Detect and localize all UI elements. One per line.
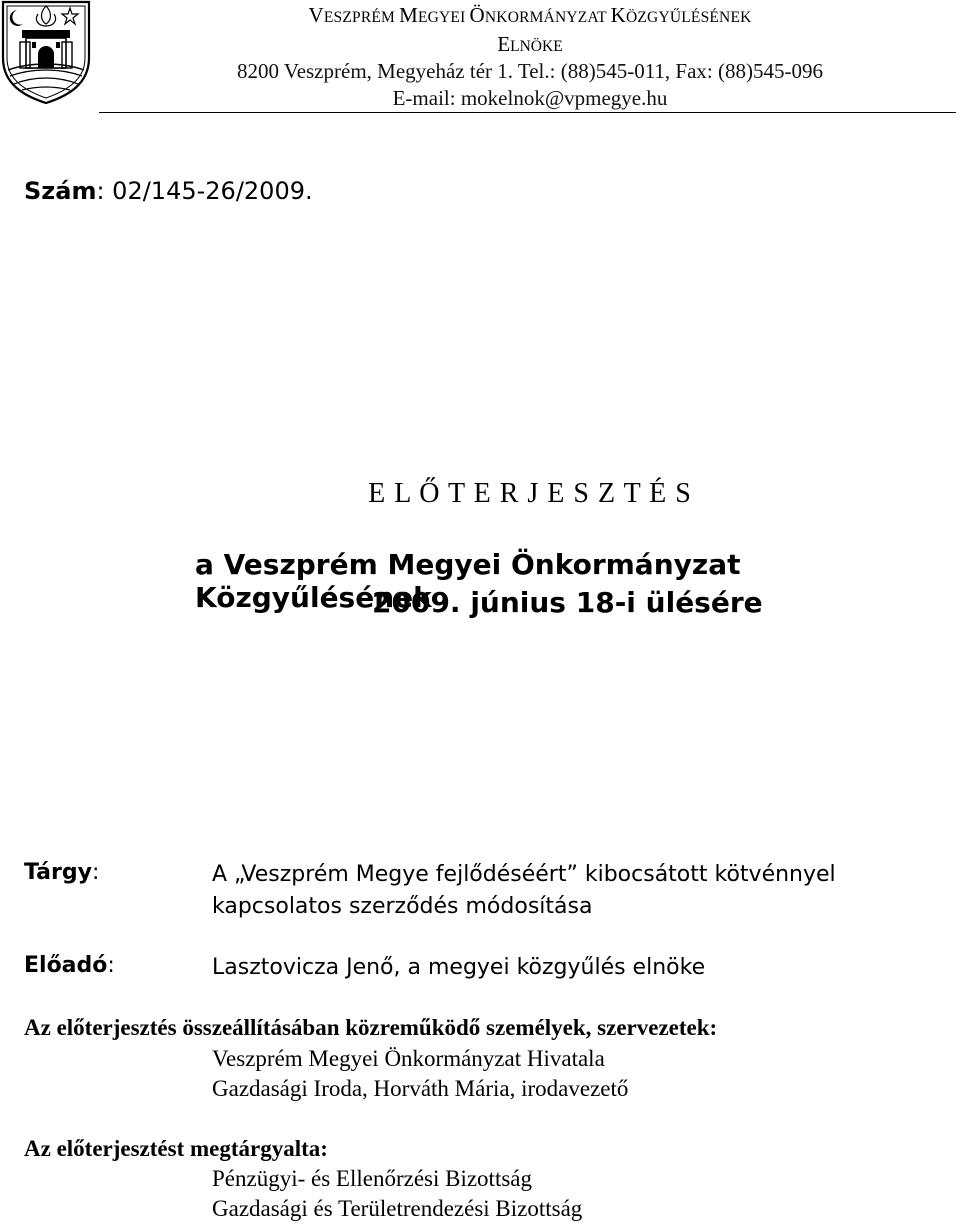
reference-label: Szám	[24, 177, 97, 205]
reviewer-line: Pénzügyi- és Ellenőrzési Bizottság	[212, 1166, 533, 1191]
presenter-value: Lasztovicza Jenő, a megyei közgyűlés elnöke	[212, 955, 706, 980]
document-title: E L Ő T E R J E S Z T É S	[368, 478, 692, 509]
letterhead-address: 8200 Veszprém, Megyeház tér 1. Tel.: (88)545-011, Fax: (88)545-096	[236, 59, 823, 83]
reference-value: : 02/145-26/2009.	[96, 177, 313, 205]
subject-label: Tárgy:	[24, 860, 100, 885]
letterhead-divider	[99, 112, 956, 113]
subject-line-2: kapcsolatos szerződés módosítása	[212, 894, 593, 919]
document-subtitle-line1: a Veszprém Megyei Önkormányzat Közgyűlésének	[195, 548, 741, 614]
subject-line-1: A „Veszprém Megye fejlődéséért” kibocsátott kötvénnyel	[212, 862, 836, 887]
contributor-line: Gazdasági Iroda, Horváth Mária, irodavezető	[212, 1076, 629, 1101]
contributors-heading: Az előterjesztés összeállításában közreműködő személyek, szervezetek:	[24, 1015, 718, 1040]
letterhead-title: VESZPRÉM MEGYEI ÖNKORMÁNYZAT KÖZGYŰLÉSÉNEK	[308, 3, 752, 27]
reference-number	[24, 177, 313, 205]
letterhead-email: E-mail: mokelnok@vpmegye.hu	[392, 86, 668, 110]
reviewer-line: Gazdasági és Területrendezési Bizottság	[212, 1196, 583, 1221]
letterhead-subtitle: ELNÖKE	[497, 32, 563, 56]
document-subtitle-line2: 2009. június 18-i ülésére	[372, 586, 763, 619]
reviewed-heading: Az előterjesztést megtárgyalta:	[24, 1136, 328, 1161]
presenter-label: Előadó:	[24, 953, 115, 978]
contributor-line: Veszprém Megyei Önkormányzat Hivatala	[212, 1046, 605, 1071]
